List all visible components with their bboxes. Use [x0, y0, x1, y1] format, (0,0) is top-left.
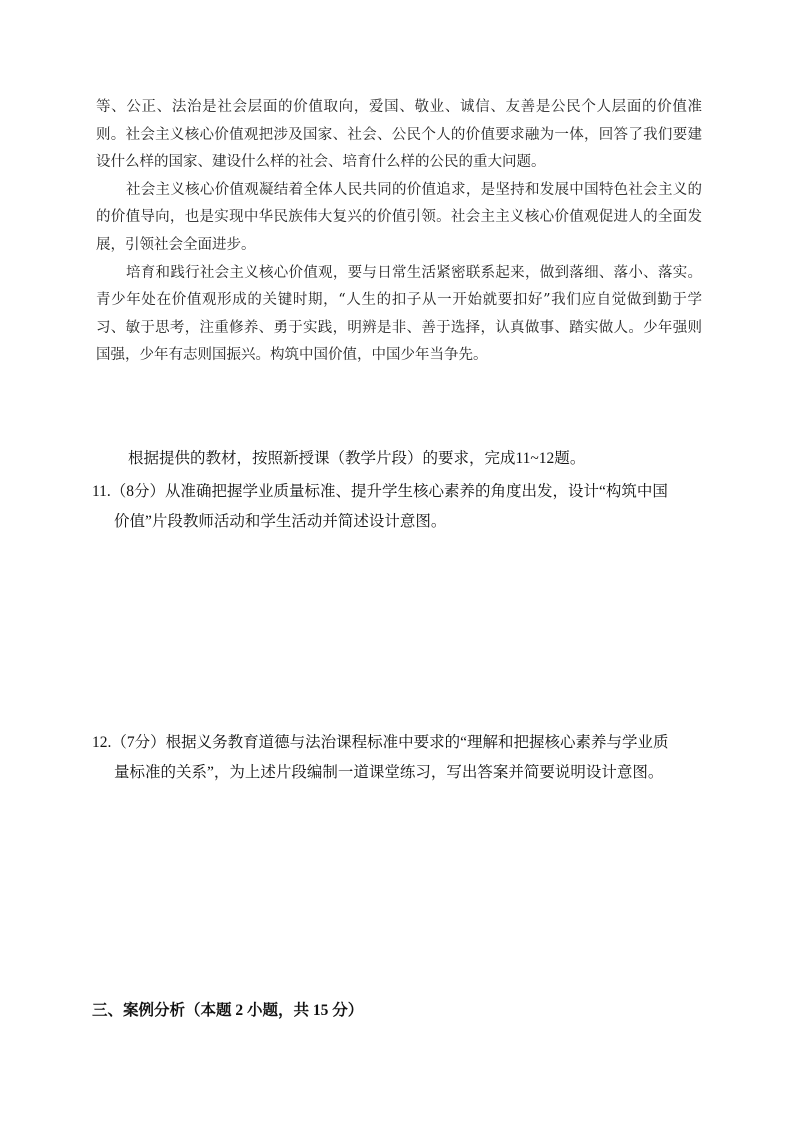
question-12 [92, 730, 702, 786]
reading-material [96, 94, 702, 370]
material-paragraph-1: 等、公正、法治是社会层面的价值取向，爱国、敬业、诚信、友善是公民个人层面的价值准则。社会主义核心价值观把涉及国家、社会、公民个人的价值要求融为一体，回答了我们要建设什么样的国家、建设什么样的社会、培育什么样的公民的重大问题。 [96, 99, 702, 171]
question-11-line-2: 价值”片段教师活动和学生活动并简述设计意图。 [114, 513, 447, 530]
question-12-line-1: 12.（7分）根据义务教育道德与法治课程标准中要求的“理解和把握核心素养与学业质 [92, 734, 669, 751]
material-paragraph-2: 社会主义核心价值观凝结着全体人民共同的价值追求，是坚持和发展中国特色社会主义的的价值导向，也是实现中华民族伟大复兴的价值引领。社会主主义核心价值观促进人的全面发展，引领社会全面进步。 [96, 181, 702, 253]
question-11-line-1: 11.（8分）从准确把握学业质量标准、提升学生核心素养的角度出发，设计“构筑中国 [92, 483, 668, 500]
material-paragraph-3: 培育和践行社会主义核心价值观，要与日常生活紧密联系起来，做到落细、落小、落实。青少年处在价值观形成的关键时期，“人生的扣子从一开始就要扣好”我们应自觉做到勤于学习、敏于思考，注重修养、勇于实践，明辨是非、善于选择，认真做事、踏实做人。少年强则国强，少年有志则国振兴。构筑中国价值，中国少年当争先。 [96, 264, 702, 364]
question-instructions: 根据提供的教材，按照新授课（教学片段）的要求，完成11~12题。 [128, 450, 586, 467]
section-heading: 三、案例分析（本题 2 小题，共 15 分） [92, 1002, 364, 1019]
question-11 [92, 479, 702, 535]
question-12-line-2: 量标准的关系”，为上述片段编制一道课堂练习，写出答案并简要说明设计意图。 [114, 764, 664, 781]
